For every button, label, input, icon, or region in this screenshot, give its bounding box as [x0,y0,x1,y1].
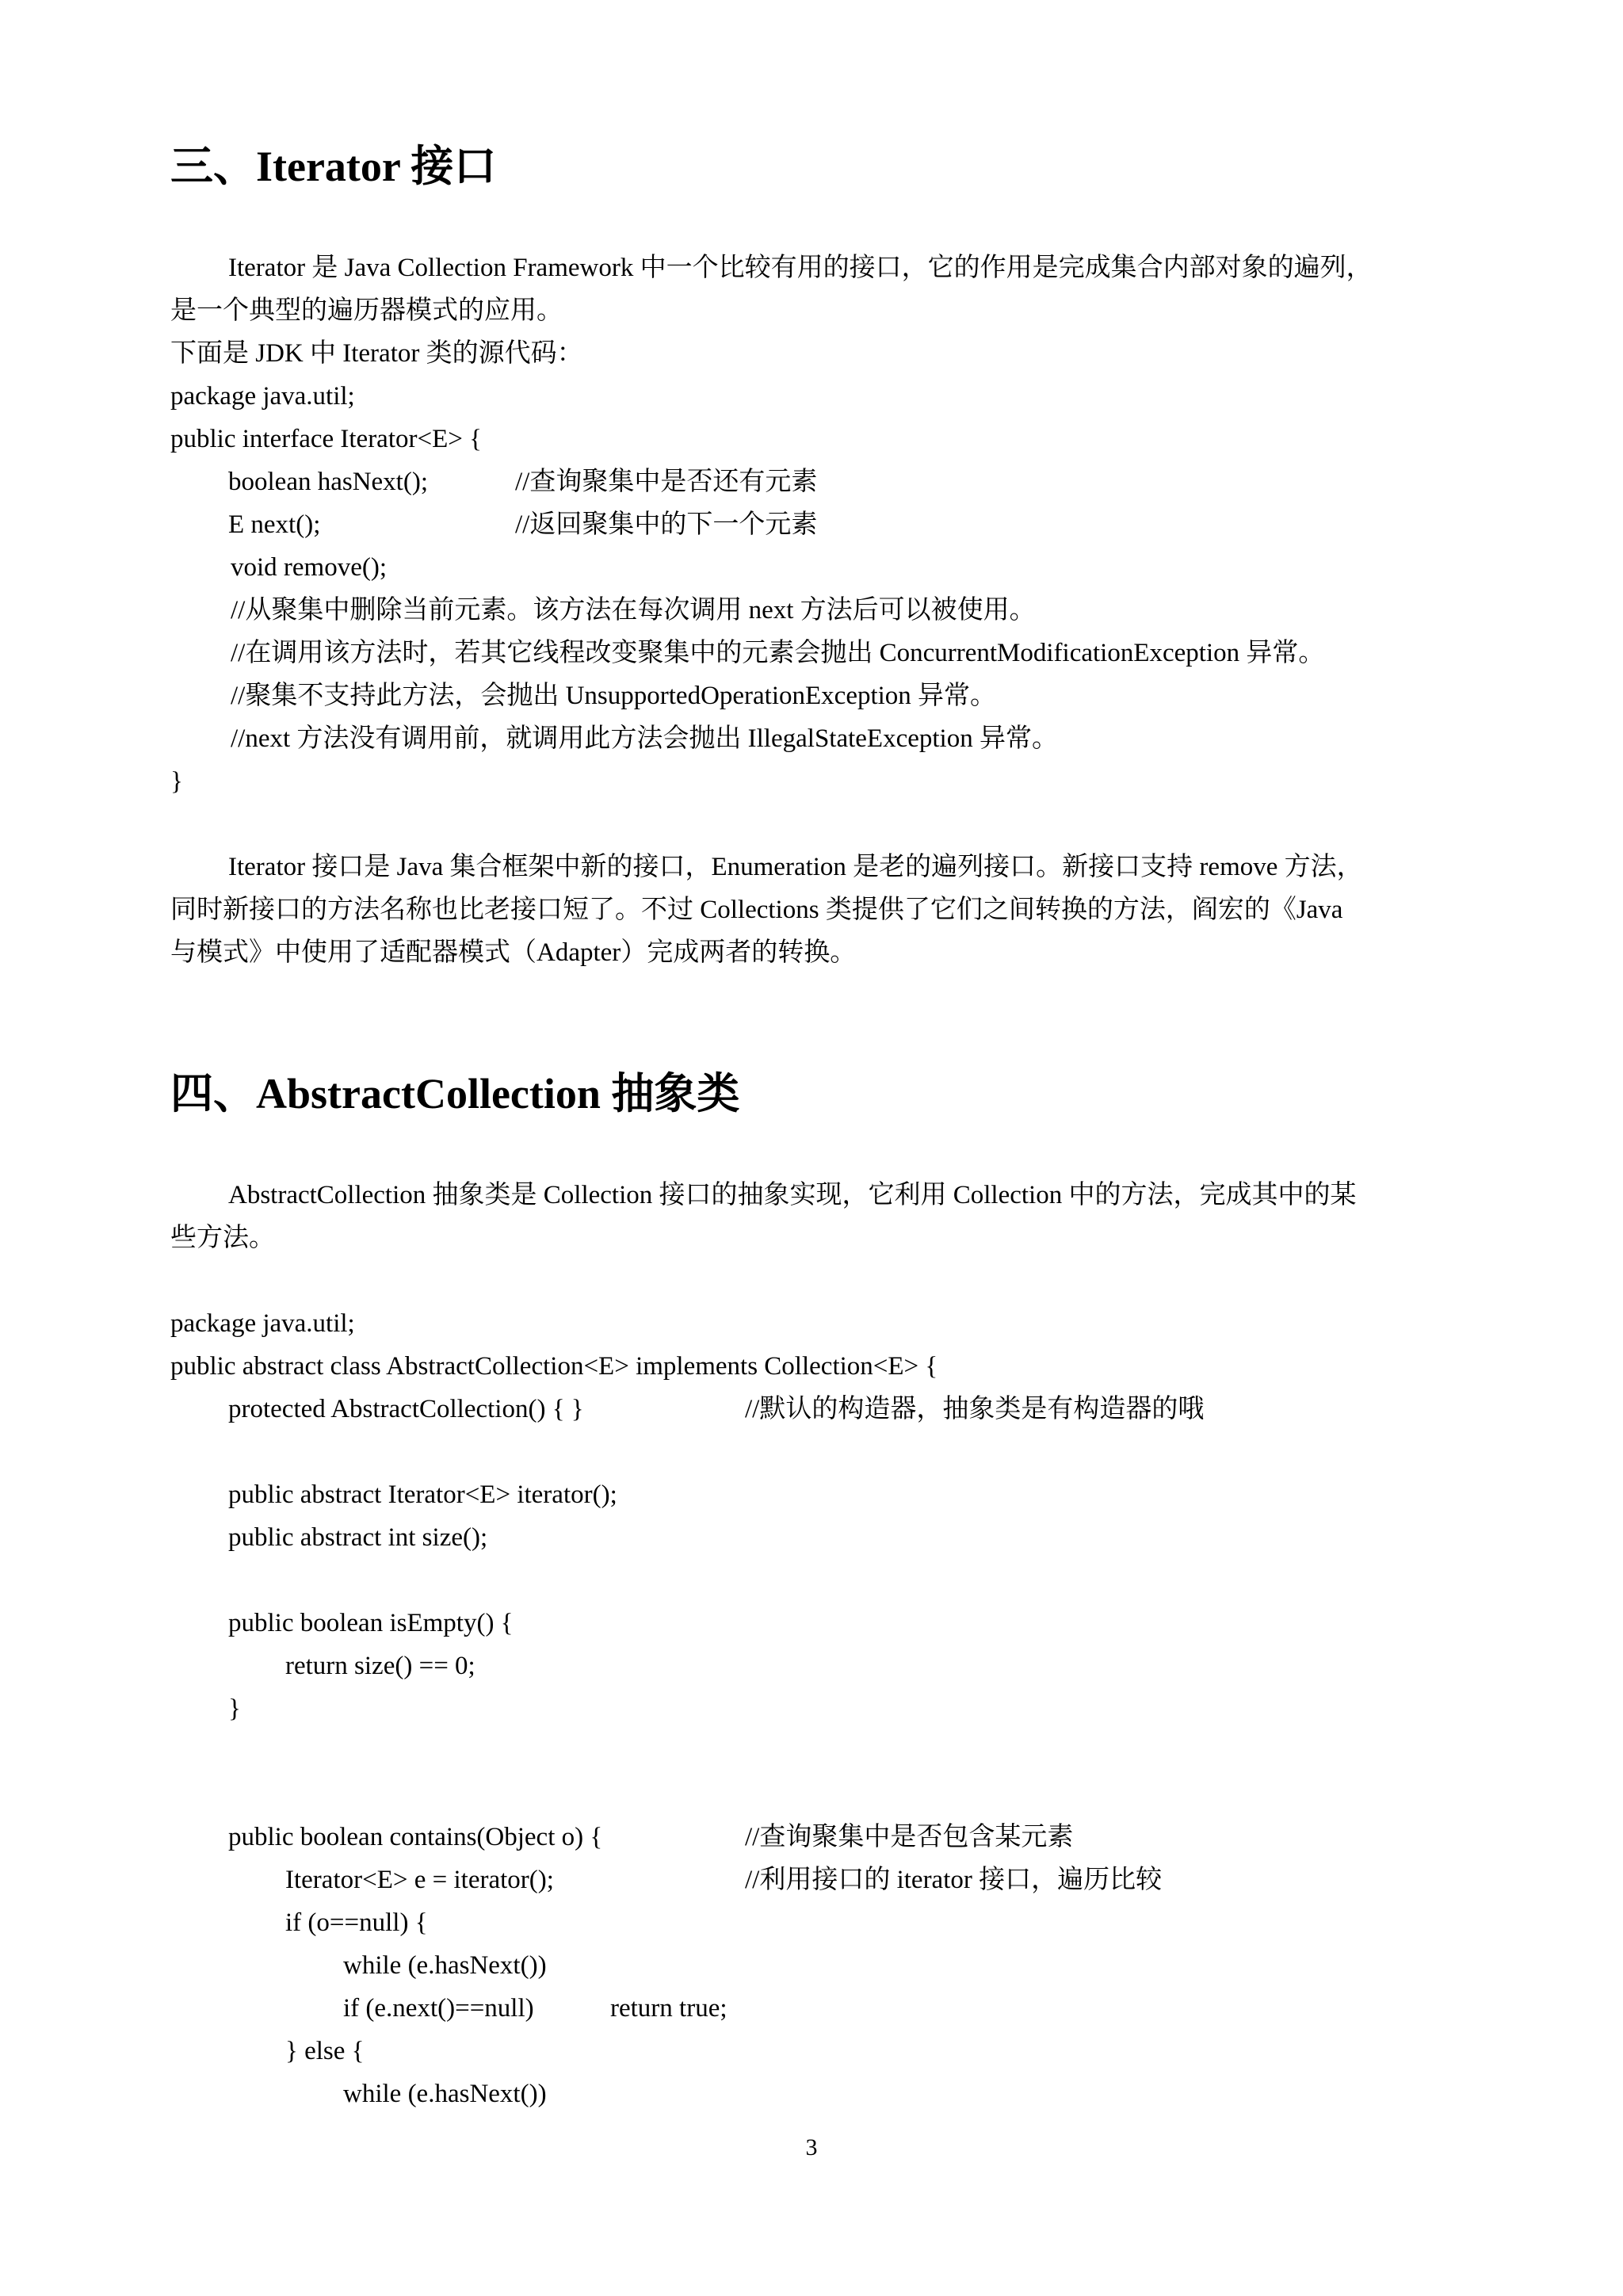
section-heading-iterator: 三、Iterator 接口 [170,143,497,190]
code-line: if (o==null) { [285,1908,428,1937]
code-line: void remove(); [231,553,388,582]
code-comment: //返回聚集中的下一个元素 [515,510,818,539]
intro-paragraph-line: Iterator 是 Java Collection Framework 中一个比较有用的接口，它的作用是完成集合内部对象的遍列， [228,254,1373,282]
page-number: 3 [805,2134,818,2160]
code-line: public abstract Iterator<E> iterator(); [228,1480,617,1509]
code-line: } else { [285,2037,365,2065]
code-comment: //查询聚集中是否还有元素 [515,468,818,496]
intro-paragraph-line: 是一个典型的遍历器模式的应用。 [170,296,563,325]
code-line: package java.util; [170,382,355,411]
section-heading-abstractcollection: 四、AbstractCollection 抽象类 [170,1070,740,1117]
code-comment: //查询聚集中是否包含某元素 [745,1823,1074,1851]
source-intro-text: 下面是 JDK 中 Iterator 类的源代码： [170,339,583,368]
code-line: boolean hasNext(); [228,468,428,496]
code-line: return true; [610,1994,727,2023]
code-comment: //在调用该方法时，若其它线程改变聚集中的元素会抛出 ConcurrentModificationException 异常。 [231,639,1325,667]
code-line: public abstract int size(); [228,1523,488,1552]
code-line: E next(); [228,510,321,539]
code-line: public boolean contains(Object o) { [228,1823,603,1851]
code-line: } [228,1694,241,1723]
intro-paragraph-line: 些方法。 [170,1224,275,1252]
code-line: package java.util; [170,1309,355,1338]
code-comment: //利用接口的 iterator 接口，遍历比较 [745,1866,1163,1894]
code-line: while (e.hasNext()) [343,2080,547,2108]
intro-paragraph-line: AbstractCollection 抽象类是 Collection 接口的抽象实现，它利用 Collection 中的方法，完成其中的某 [228,1181,1357,1209]
code-line: public interface Iterator<E> { [170,425,482,453]
code-comment: //从聚集中删除当前元素。该方法在每次调用 next 方法后可以被使用。 [231,596,1036,625]
paragraph-line: 同时新接口的方法名称也比老接口短了。不过 Collections 类提供了它们之间转换的方法，阎宏的《Java [170,896,1343,924]
code-line: } [170,767,183,796]
code-line: if (e.next()==null) [343,1994,534,2023]
code-comment: //默认的构造器，抽象类是有构造器的哦 [745,1395,1205,1423]
code-line: Iterator<E> e = iterator(); [285,1866,554,1894]
paragraph-line: Iterator 接口是 Java 集合框架中新的接口，Enumeration 是老的遍列接口。新接口支持 remove 方法， [228,853,1363,881]
code-line: public abstract class AbstractCollection<E> implements Collection<E> { [170,1352,938,1381]
code-line: protected AbstractCollection() { } [228,1395,584,1423]
code-line: while (e.hasNext()) [343,1951,547,1980]
code-line: return size() == 0; [285,1652,475,1680]
code-comment: //聚集不支持此方法，会抛出 UnsupportedOperationException 异常。 [231,682,997,710]
code-comment: //next 方法没有调用前，就调用此方法会抛出 IllegalStateException 异常。 [231,724,1058,753]
code-line: public boolean isEmpty() { [228,1609,514,1637]
paragraph-line: 与模式》中使用了适配器模式（Adapter）完成两者的转换。 [170,938,857,967]
